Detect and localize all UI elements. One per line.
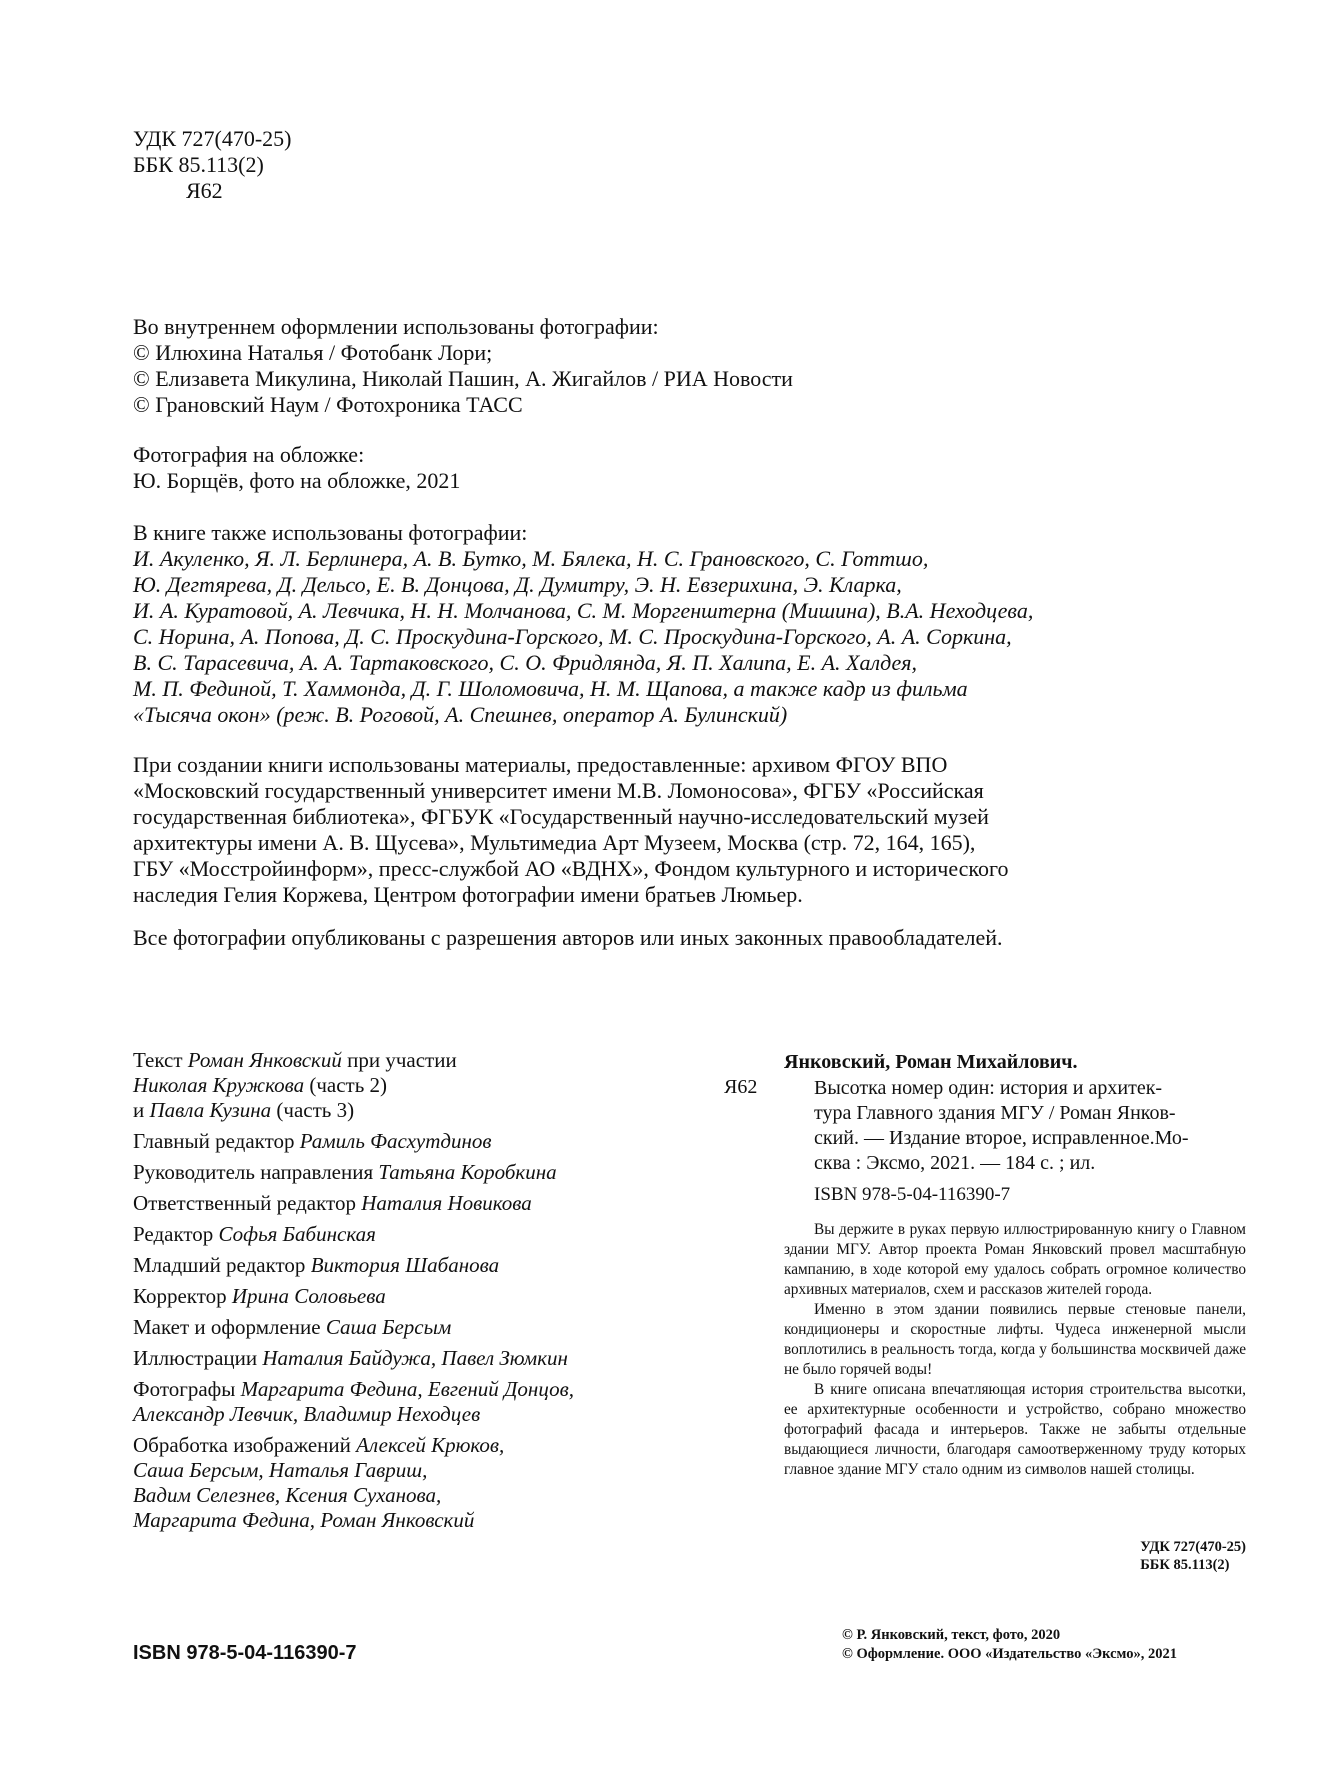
card-title-line: тура Главного здания МГУ / Роман Янков- [814, 1102, 1176, 1124]
credit-role: Текст [133, 1048, 188, 1072]
udk-code: УДК 727(470-25) [133, 126, 292, 151]
credit-role: Корректор [133, 1284, 232, 1308]
credit-item [133, 1284, 574, 1309]
credit-person: Наталия Байдужа, Павел Зюмкин [262, 1346, 568, 1370]
inside-photos-section [133, 314, 793, 418]
credit-line [133, 1284, 574, 1309]
credit-role: Макет и оформление [133, 1315, 326, 1339]
credit-line [133, 1160, 574, 1185]
credit-item [133, 1160, 574, 1185]
card-annotation [784, 1220, 1246, 1480]
credit-role: (часть 2) [304, 1073, 388, 1097]
credit-item [133, 1191, 574, 1216]
materials-line: ГБУ «Мосстройинформ», пресс-службой АО «ВДНХ», Фондом культурного и исторического [133, 856, 1009, 881]
copyright-block [842, 1626, 1177, 1664]
credit-role: (часть 3) [271, 1098, 355, 1122]
credits-list [133, 1048, 574, 1539]
also-photos-line: М. П. Фединой, Т. Хаммонда, Д. Г. Шоломовича, Н. М. Щапова, а также кадр из фильма [133, 676, 968, 701]
credit-line [133, 1402, 574, 1427]
credit-role: Главный редактор [133, 1129, 300, 1153]
credit-role: при участии [341, 1048, 457, 1072]
inside-photos-title: Во внутреннем оформлении использованы фотографии: [133, 314, 659, 339]
classification-codes [133, 126, 292, 204]
also-photos-line: И. Акуленко, Я. Л. Берлинера, А. В. Бутко, М. Бялека, Н. С. Грановского, С. Готтшо, [133, 546, 929, 571]
credit-person: Маргарита Федина, Роман Янковский [133, 1508, 475, 1532]
credit-line [133, 1508, 574, 1533]
credit-person: Николая Кружкова [133, 1073, 305, 1097]
credit-line [133, 1483, 574, 1508]
also-photos-line: В. С. Тарасевича, А. А. Тартаковского, С. О. Фридлянда, Я. П. Халипа, Е. А. Халдея, [133, 650, 917, 675]
credit-person: Маргарита Федина, Евгений Донцов, [240, 1377, 574, 1401]
credit-line [133, 1253, 574, 1278]
also-photos-line: «Тысяча окон» (реж. В. Роговой, А. Спешнев, оператор А. Булинский) [133, 702, 788, 727]
copyright-line: © Р. Янковский, текст, фото, 2020 [842, 1627, 1061, 1643]
credit-item [133, 1315, 574, 1340]
also-photos-line: И. А. Куратовой, А. Левчика, Н. Н. Молчанова, С. М. Моргенштерна (Мишина), В.А. Неходцева, [133, 598, 1034, 623]
card-udk: УДК 727(470-25) [1140, 1539, 1246, 1555]
card-isbn: ISBN 978-5-04-116390-7 [814, 1184, 1011, 1205]
credit-line [133, 1433, 574, 1458]
credit-person: Вадим Селезнев, Ксения Суханова, [133, 1483, 442, 1507]
materials-line: При создании книги использованы материалы, предоставленные: архивом ФГОУ ВПО [133, 752, 948, 777]
annotation-paragraph: Именно в этом здании появились первые стеновые панели, кондиционеры и скоростные лифты. Чудеса инженерной мысли воплотились в реальность тогда, когда у большинства москвичей даже не было горячей воды! [784, 1301, 1246, 1378]
credit-person: Виктория Шабанова [310, 1253, 500, 1277]
also-photos-title: В книге также использованы фотографии: [133, 520, 528, 545]
catalog-card [784, 1050, 1246, 1480]
author-mark: Я62 [186, 178, 223, 203]
credit-line [133, 1073, 574, 1098]
cover-photo-section [133, 442, 460, 494]
credit-role: Редактор [133, 1222, 219, 1246]
credit-line [133, 1129, 574, 1154]
credit-person: Рамиль Фасхутдинов [299, 1129, 492, 1153]
credit-line [133, 1048, 574, 1073]
credit-person: Александр Левчик, Владимир Неходцев [133, 1402, 481, 1426]
credit-role: Иллюстрации [133, 1346, 263, 1370]
copyright-line: © Оформление. ООО «Издательство «Эксмо», 2021 [842, 1646, 1177, 1662]
credit-role: Обработка изображений [133, 1433, 357, 1457]
credit-line [133, 1346, 574, 1371]
credit-person: Саша Берсым, Наталья Гавриш, [133, 1458, 428, 1482]
credit-item [133, 1253, 574, 1278]
inside-photos-line: © Грановский Наум / Фотохроника ТАСС [133, 392, 523, 417]
credit-line [133, 1098, 574, 1123]
isbn-bottom: ISBN 978-5-04-116390-7 [133, 1642, 357, 1664]
credit-person: Софья Бабинская [218, 1222, 376, 1246]
materials-section [133, 752, 1008, 908]
credit-item [133, 1129, 574, 1154]
permission-text: Все фотографии опубликованы с разрешения авторов или иных законных правообладателей. [133, 925, 1003, 950]
also-photos-line: С. Норина, А. Попова, Д. С. Проскудина-Горского, М. С. Проскудина-Горского, А. А. Соркина, [133, 624, 1012, 649]
credit-line [133, 1377, 574, 1402]
credit-item [133, 1433, 574, 1533]
credit-role: Фотографы [133, 1377, 241, 1401]
card-title-line: Высотка номер один: история и архитек- [814, 1077, 1163, 1099]
credit-person: Татьяна Коробкина [378, 1160, 557, 1184]
credit-role: и [133, 1098, 150, 1122]
credit-role: Руководитель направления [133, 1160, 379, 1184]
also-photos-line: Ю. Дегтярева, Д. Дельсо, Е. В. Донцова, Д. Думитру, Э. Н. Евзерихина, Э. Кларка, [133, 572, 902, 597]
credit-role: Ответственный редактор [133, 1191, 362, 1215]
credit-person: Павла Кузина [149, 1098, 272, 1122]
annotation-paragraph: В книге описана впечатляющая история строительства высотки, ее архитектурные особенности и устройство, собрано множество фотографий фасада и интерьеров. Также не забыты отдельные выдающиеся личности, благодаря самоотверженному труду которых главное здание МГУ стало одним из символов нашей столицы. [784, 1381, 1246, 1478]
credit-line [133, 1191, 574, 1216]
inside-photos-line: © Илюхина Наталья / Фотобанк Лори; [133, 340, 493, 365]
materials-line: наследия Гелия Коржева, Центром фотографии имени братьев Люмьер. [133, 882, 803, 907]
credit-line [133, 1315, 574, 1340]
card-bbk: ББК 85.113(2) [1140, 1557, 1230, 1573]
card-classification [1140, 1538, 1246, 1574]
credit-item [133, 1048, 574, 1123]
inside-photos-line: © Елизавета Микулина, Николай Пашин, А. Жигайлов / РИА Новости [133, 366, 793, 391]
materials-line: архитектуры имени А. В. Щусева», Мультимедиа Арт Музеем, Москва (стр. 72, 164, 165), [133, 830, 976, 855]
cover-photo-title: Фотография на обложке: [133, 442, 365, 467]
materials-line: государственная библиотека», ФГБУК «Государственный научно-исследовательский музей [133, 804, 989, 829]
credit-person: Роман Янковский [187, 1048, 342, 1072]
annotation-paragraph: Вы держите в руках первую иллюстрированную книгу о Главном здании МГУ. Автор проекта Роман Янковский провел масштабную кампанию, в ходе которой ему удалось собрать огромное количество архивных материалов, схем и рассказов жителей города. [784, 1221, 1246, 1298]
credit-person: Алексей Крюков, [356, 1433, 505, 1457]
card-author-mark: Я62 [724, 1076, 758, 1098]
also-photos-section [133, 520, 1033, 728]
credit-person: Наталия Новикова [361, 1191, 532, 1215]
credit-item [133, 1346, 574, 1371]
credit-item [133, 1222, 574, 1247]
permission-note [133, 925, 1003, 951]
credit-item [133, 1377, 574, 1427]
credit-line [133, 1458, 574, 1483]
card-author: Янковский, Роман Михайлович. [784, 1051, 1078, 1073]
materials-line: «Московский государственный университет имени М.В. Ломоносова», ФГБУ «Российская [133, 778, 984, 803]
card-title [784, 1076, 1246, 1176]
credit-person: Саша Берсым [325, 1315, 452, 1339]
card-title-line: ский. — Издание второе, исправленное.Мо- [814, 1127, 1189, 1149]
cover-photo-text: Ю. Борщёв, фото на обложке, 2021 [133, 468, 461, 493]
credit-line [133, 1222, 574, 1247]
credit-role: Младший редактор [133, 1253, 311, 1277]
credit-person: Ирина Соловьева [231, 1284, 386, 1308]
bbk-code: ББК 85.113(2) [133, 152, 264, 177]
card-title-line: сква : Эксмо, 2021. — 184 с. ; ил. [814, 1152, 1096, 1174]
